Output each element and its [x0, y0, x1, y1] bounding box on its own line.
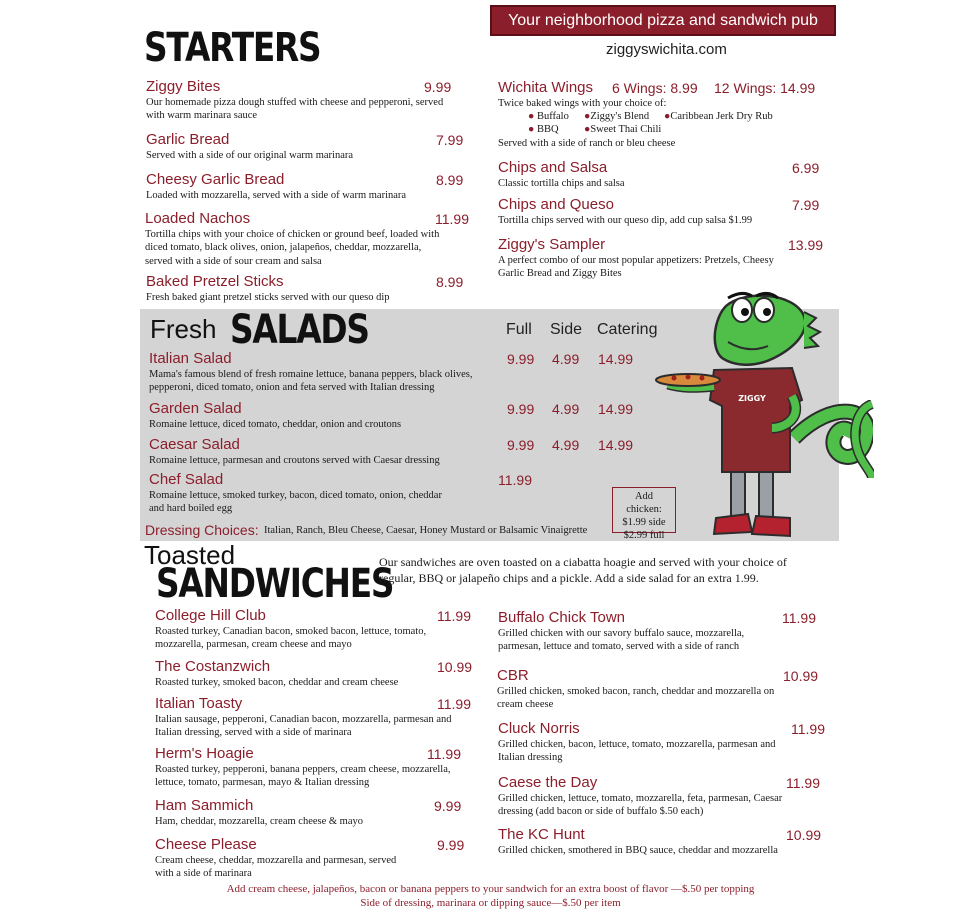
item-name: Garlic Bread	[146, 131, 230, 148]
sandwich-item	[155, 745, 485, 790]
salads-heading-light: Fresh	[150, 314, 217, 344]
wings-12-price: 12 Wings: 14.99	[714, 80, 816, 96]
tagline-banner: Your neighborhood pizza and sandwich pub	[490, 5, 836, 36]
lizard-tail-icon	[850, 400, 874, 480]
item-desc: Grilled chicken, smothered in BBQ sauce, cheddar and mozzarella	[498, 845, 778, 856]
item-name: Ziggy Bites	[146, 78, 221, 95]
col-full: Full	[506, 321, 532, 338]
sandwiches-heading-light: Toasted	[144, 540, 236, 570]
sandwich-item	[155, 607, 485, 652]
item-name: Italian Toasty	[155, 695, 243, 712]
sandwich-item	[155, 658, 485, 689]
price-full: 9.99	[507, 351, 535, 367]
sandwich-item	[155, 836, 485, 881]
item-price: 9.99	[437, 837, 465, 853]
sandwiches-heading: SANDWICHES	[156, 561, 394, 607]
item-name: The Costanzwich	[155, 658, 271, 675]
item-name: Ham Sammich	[155, 797, 254, 814]
item-name: Cheesy Garlic Bread	[146, 171, 285, 188]
menu-page	[108, 0, 873, 909]
price-full: 9.99	[507, 401, 535, 417]
item-desc: Romaine lettuce, parmesan and croutons served with Caesar dressing	[149, 455, 440, 466]
item-price: 11.99	[435, 211, 469, 227]
salad-item	[149, 350, 649, 395]
dressing-label: Dressing Choices:	[145, 522, 259, 538]
item-desc: Roasted turkey, pepperoni, banana peppers, cream cheese, mozzarella, lettuce, tomato, parmesan, mayo & Italian dressing	[155, 764, 451, 789]
add-chicken-note: Add chicken: $1.99 side $2.99 full	[612, 487, 676, 533]
item-desc: Romaine lettuce, smoked turkey, bacon, diced tomato, onion, cheddar and hard boiled egg	[149, 490, 442, 515]
item-desc: Ham, cheddar, mozzarella, cream cheese & mayo	[155, 816, 364, 827]
salads-heading: SALADS	[230, 307, 369, 353]
item-price: 11.99	[427, 746, 461, 762]
item-desc: Roasted turkey, smoked bacon, cheddar and cream cheese	[155, 677, 399, 688]
starters-heading: STARTERS	[144, 25, 321, 71]
starter-item	[146, 131, 476, 162]
item-price: 11.99	[786, 775, 820, 791]
item-desc: Cream cheese, cheddar, mozzarella and parmesan, served with a side of marinara	[155, 855, 397, 880]
topping-note: Add cream cheese, jalapeños, bacon or banana peppers to your sandwich for an extra boost of flavor —$.50 per topping	[226, 883, 755, 895]
mascot-shirt-text: ZIGGY	[738, 394, 766, 403]
item-desc: Fresh baked giant pretzel sticks served with our queso dip	[146, 292, 390, 303]
item-price: 13.99	[788, 237, 824, 253]
item-price: 9.99	[434, 798, 462, 814]
col-side: Side	[550, 321, 583, 338]
item-desc: Twice baked wings with your choice of:	[498, 98, 667, 109]
item-name: The KC Hunt	[498, 826, 585, 843]
salad-item	[149, 471, 649, 516]
item-desc: Tortilla chips served with our queso dip, add cup salsa $1.99	[498, 215, 753, 226]
item-desc: Classic tortilla chips and salsa	[498, 178, 625, 189]
item-desc: Our homemade pizza dough stuffed with cheese and pepperoni, served with warm marinara sauce	[146, 97, 444, 122]
sandwich-item	[497, 667, 837, 712]
sandwich-item	[498, 720, 838, 765]
item-desc: Mama's famous blend of fresh romaine lettuce, banana peppers, black olives, pepperoni, diced tomato, onion and feta served with Italian dressing	[149, 369, 473, 394]
wings-6-price: 6 Wings: 8.99	[612, 80, 698, 96]
item-price: 8.99	[436, 172, 464, 188]
lizard-mascot-icon	[644, 288, 873, 550]
item-desc: Grilled chicken with our savory buffalo sauce, mozzarella, parmesan, lettuce and tomato, served with a side of ranch	[498, 628, 745, 653]
starter-item	[498, 196, 838, 227]
item-price: 10.99	[783, 668, 819, 684]
price-side: 4.99	[552, 437, 580, 453]
item-price: 10.99	[437, 659, 473, 675]
item-price: 7.99	[792, 197, 820, 213]
sandwich-item	[498, 774, 838, 819]
item-name: Chef Salad	[149, 471, 224, 488]
website-link[interactable]: ziggyswichita.com	[606, 41, 727, 58]
sandwich-item	[155, 695, 485, 740]
item-name: Ziggy's Sampler	[498, 236, 606, 253]
starter-item	[498, 236, 838, 281]
item-name: Caesar Salad	[149, 436, 240, 453]
item-name: Cluck Norris	[498, 720, 580, 737]
item-price: 11.99	[791, 721, 825, 737]
sauce-option: ●Sweet Thai Chili	[584, 124, 662, 136]
item-name: College Hill Club	[155, 607, 266, 624]
price-full: 9.99	[507, 437, 535, 453]
salad-item	[149, 400, 649, 431]
item-name: Caese the Day	[498, 774, 598, 791]
item-price: 11.99	[437, 608, 471, 624]
item-desc: Roasted turkey, Canadian bacon, smoked bacon, lettuce, tomato, mozzarella, parmesan, cream cheese and mayo	[155, 626, 427, 651]
price-side: 4.99	[552, 351, 580, 367]
item-desc: A perfect combo of our most popular appetizers: Pretzels, Cheesy Garlic Bread and Ziggy Bites	[498, 255, 774, 280]
item-name: Cheese Please	[155, 836, 257, 853]
item-desc: Grilled chicken, bacon, lettuce, tomato, mozzarella, parmesan and Italian dressing	[498, 739, 776, 764]
sauce-option: ● BBQ	[528, 124, 559, 136]
item-price: 11.99	[782, 610, 816, 626]
item-desc: Grilled chicken, smoked bacon, ranch, cheddar and mozzarella on cream cheese	[497, 686, 775, 711]
item-price: 6.99	[792, 160, 820, 176]
salad-item	[149, 436, 649, 467]
starter-item	[498, 159, 838, 190]
price-catering: 14.99	[598, 351, 634, 367]
item-name: Italian Salad	[149, 350, 232, 367]
item-name: Chips and Salsa	[498, 159, 608, 176]
sauce-note: Side of dressing, marinara or dipping sauce—$.50 per item	[360, 897, 621, 909]
item-note: Served with a side of ranch or bleu cheese	[498, 138, 676, 150]
starter-item	[145, 210, 480, 268]
sandwich-item	[498, 826, 838, 857]
item-name: Loaded Nachos	[145, 210, 251, 227]
price-catering: 14.99	[598, 401, 634, 417]
item-name: Baked Pretzel Sticks	[146, 273, 284, 290]
item-name: Garden Salad	[149, 400, 242, 417]
item-price: 8.99	[436, 274, 464, 290]
item-desc: Grilled chicken, lettuce, tomato, mozzarella, feta, parmesan, Caesar dressing (add bacon or side of buffalo $.50 each)	[498, 793, 783, 818]
item-name: Wichita Wings	[498, 79, 594, 96]
price-side: 4.99	[552, 401, 580, 417]
item-price: 7.99	[436, 132, 464, 148]
sandwich-item	[155, 797, 485, 828]
item-desc: Served with a side of our original warm marinara	[146, 150, 354, 161]
starter-item	[146, 78, 476, 123]
price-catering: 14.99	[598, 437, 634, 453]
price-full: 11.99	[498, 472, 532, 488]
col-catering: Catering	[597, 321, 658, 338]
item-desc: Tortilla chips with your choice of chicken or ground beef, loaded with diced tomato, black olives, onion, jalapeños, cheddar, mozzarella, served with a side of sour cream and salsa	[145, 229, 440, 267]
item-desc: Romaine lettuce, diced tomato, cheddar, onion and croutons	[149, 419, 402, 430]
starter-item	[146, 171, 476, 202]
starter-item	[146, 273, 476, 304]
item-desc: Loaded with mozzarella, served with a side of warm marinara	[146, 190, 407, 201]
item-price: 10.99	[786, 827, 822, 843]
sauce-option: ●Ziggy's Blend	[584, 111, 650, 123]
wings-item	[498, 79, 838, 151]
sandwich-item	[498, 609, 838, 654]
sauce-option: ● Buffalo	[528, 111, 569, 123]
item-name: Buffalo Chick Town	[498, 609, 626, 626]
sauce-option: ●Caribbean Jerk Dry Rub	[664, 111, 773, 123]
sandwiches-intro: Our sandwiches are oven toasted on a ciabatta hoagie and served with your choice of regular, BBQ or jalapeño chips and a pickle. Add a side salad for an extra 1.99.	[379, 555, 787, 585]
item-price: 11.99	[437, 696, 471, 712]
item-name: Herm's Hoagie	[155, 745, 254, 762]
dressing-list: Italian, Ranch, Bleu Cheese, Caesar, Honey Mustard or Balsamic Vinaigrette	[264, 525, 588, 536]
item-name: Chips and Queso	[498, 196, 614, 213]
item-price: 9.99	[424, 79, 452, 95]
item-desc: Italian sausage, pepperoni, Canadian bacon, mozzarella, parmesan and Italian dressing, served with a side of marinara	[155, 714, 452, 739]
item-name: CBR	[497, 667, 529, 684]
